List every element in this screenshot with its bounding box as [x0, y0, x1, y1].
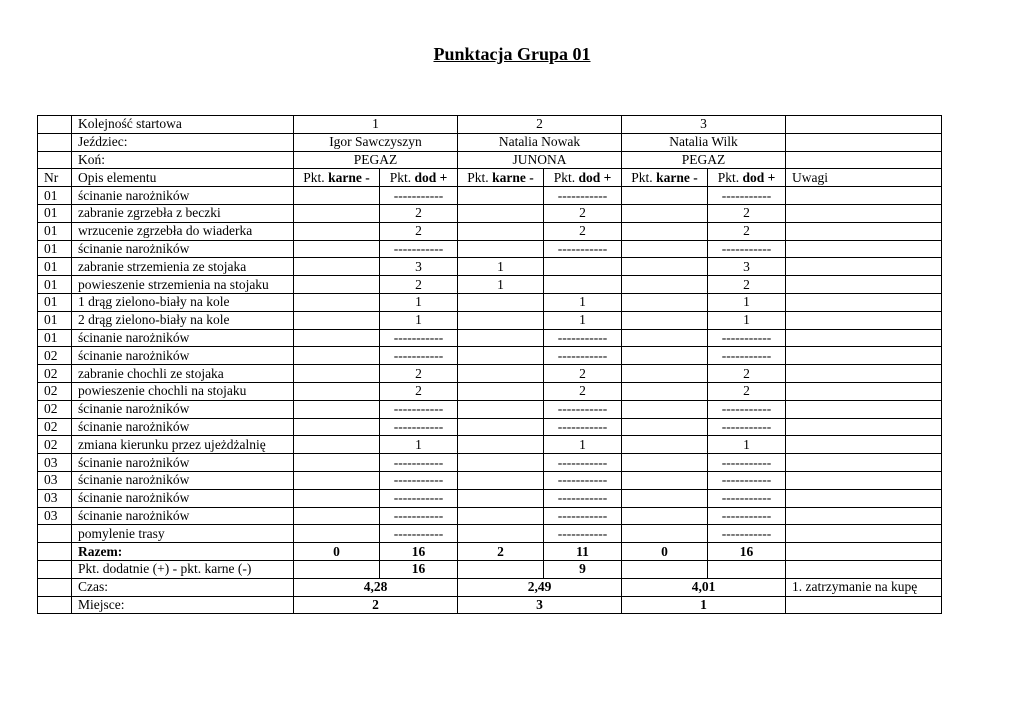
- bonus-cell-2: -----------: [544, 489, 622, 507]
- bonus-header-word: dod +: [578, 169, 612, 185]
- row-nr: 01: [38, 329, 72, 347]
- penalty-cell-1: [294, 276, 380, 294]
- bonus-cell-1: -----------: [380, 525, 458, 543]
- penalty-cell-2: [458, 471, 544, 489]
- penalty-cell-2: 1: [458, 276, 544, 294]
- bonus-cell-1: 1: [380, 436, 458, 454]
- penalty-cell-3: [622, 258, 708, 276]
- bonus-cell-2: 2: [544, 204, 622, 222]
- table-row: [38, 276, 942, 294]
- start-order-3: 3: [622, 116, 786, 134]
- bonus-cell-1: 2: [380, 365, 458, 383]
- bonus-cell-3: -----------: [708, 400, 786, 418]
- bonus-cell-2: -----------: [544, 240, 622, 258]
- bonus-cell-3: -----------: [708, 329, 786, 347]
- bonus-cell-3: -----------: [708, 489, 786, 507]
- row-description: zmiana kierunku przez ujeżdżalnię: [72, 436, 294, 454]
- remarks-cell: [786, 507, 942, 525]
- row-description: ścinanie narożników: [72, 240, 294, 258]
- bonus-cell-3: 2: [708, 204, 786, 222]
- table-row: [38, 222, 942, 240]
- time-2: 2,49: [458, 578, 622, 596]
- row-description: ścinanie narożników: [72, 507, 294, 525]
- penalty-cell-3: [622, 471, 708, 489]
- row-description: ścinanie narożników: [72, 471, 294, 489]
- difference-empty-1: [294, 560, 380, 578]
- total-bonus-3: 16: [708, 543, 786, 561]
- row-nr: 01: [38, 187, 72, 205]
- penalty-cell-3: [622, 436, 708, 454]
- row-description: 2 drąg zielono-biały na kole: [72, 311, 294, 329]
- bonus-cell-3: 2: [708, 382, 786, 400]
- horse-row: [38, 151, 942, 169]
- start-order-label: Kolejność startowa: [72, 116, 294, 134]
- bonus-cell-1: -----------: [380, 418, 458, 436]
- penalty-cell-2: [458, 222, 544, 240]
- bonus-cell-2: [544, 276, 622, 294]
- table-row: [38, 436, 942, 454]
- penalty-cell-1: [294, 240, 380, 258]
- penalty-cell-1: [294, 222, 380, 240]
- nr-cell: [38, 578, 72, 596]
- bonus-header-prefix: Pkt.: [717, 169, 743, 185]
- row-description: zabranie zgrzebła z beczki: [72, 204, 294, 222]
- penalty-cell-3: [622, 187, 708, 205]
- row-nr: 03: [38, 489, 72, 507]
- time-row: [38, 578, 942, 596]
- bonus-cell-1: 1: [380, 311, 458, 329]
- table-row: [38, 418, 942, 436]
- table-row: [38, 382, 942, 400]
- penalty-header-1: [294, 169, 380, 187]
- row-description: powieszenie strzemienia na stojaku: [72, 276, 294, 294]
- penalty-header-word: karne -: [656, 169, 698, 185]
- penalty-cell-1: [294, 382, 380, 400]
- remarks-cell: [786, 116, 942, 134]
- place-1: 2: [294, 596, 458, 614]
- time-label: Czas:: [72, 578, 294, 596]
- penalty-cell-1: [294, 507, 380, 525]
- start-order-2: 2: [458, 116, 622, 134]
- row-nr: 01: [38, 276, 72, 294]
- remarks-cell: [786, 347, 942, 365]
- page-title: Punktacja Grupa 01: [433, 44, 591, 64]
- nr-cell: [38, 560, 72, 578]
- bonus-cell-1: 2: [380, 382, 458, 400]
- bonus-cell-1: -----------: [380, 454, 458, 472]
- difference-3: [708, 560, 786, 578]
- penalty-cell-1: [294, 365, 380, 383]
- row-description: ścinanie narożników: [72, 329, 294, 347]
- row-nr: 02: [38, 436, 72, 454]
- penalty-header-word: karne -: [492, 169, 534, 185]
- penalty-cell-2: [458, 436, 544, 454]
- remarks-cell: [786, 489, 942, 507]
- penalty-cell-1: [294, 489, 380, 507]
- row-nr: 01: [38, 240, 72, 258]
- table-row: [38, 454, 942, 472]
- column-header-row: [38, 169, 942, 187]
- penalty-header-prefix: Pkt.: [467, 169, 493, 185]
- remarks-cell: [786, 436, 942, 454]
- table-row: [38, 347, 942, 365]
- row-description: pomylenie trasy: [72, 525, 294, 543]
- place-row: [38, 596, 942, 614]
- table-row: [38, 507, 942, 525]
- start-order-1: 1: [294, 116, 458, 134]
- nr-cell: [38, 116, 72, 134]
- rider-row: [38, 133, 942, 151]
- remarks-cell: [786, 222, 942, 240]
- bonus-cell-2: -----------: [544, 187, 622, 205]
- rider-1: Igor Sawczyszyn: [294, 133, 458, 151]
- penalty-cell-1: [294, 311, 380, 329]
- bonus-header-prefix: Pkt.: [553, 169, 579, 185]
- bonus-cell-2: -----------: [544, 418, 622, 436]
- row-description: zabranie chochli ze stojaka: [72, 365, 294, 383]
- table-row: [38, 329, 942, 347]
- penalty-cell-1: [294, 436, 380, 454]
- row-nr: 02: [38, 382, 72, 400]
- penalty-cell-3: [622, 489, 708, 507]
- penalty-cell-2: [458, 329, 544, 347]
- bonus-cell-1: -----------: [380, 507, 458, 525]
- nr-cell: [38, 133, 72, 151]
- row-nr: 01: [38, 204, 72, 222]
- penalty-cell-3: [622, 525, 708, 543]
- remarks-cell: [786, 187, 942, 205]
- penalty-cell-1: [294, 347, 380, 365]
- difference-1: 16: [380, 560, 458, 578]
- bonus-cell-3: 1: [708, 436, 786, 454]
- remarks-cell: [786, 276, 942, 294]
- penalty-cell-1: [294, 187, 380, 205]
- penalty-cell-1: [294, 525, 380, 543]
- bonus-header-3: [708, 169, 786, 187]
- remarks-cell: [786, 525, 942, 543]
- table-row: [38, 489, 942, 507]
- bonus-cell-3: 2: [708, 276, 786, 294]
- remarks-cell: [786, 365, 942, 383]
- penalty-cell-3: [622, 454, 708, 472]
- table-row: [38, 311, 942, 329]
- row-nr: 01: [38, 222, 72, 240]
- difference-empty-2: [458, 560, 544, 578]
- bonus-cell-1: 2: [380, 276, 458, 294]
- desc-header: Opis elementu: [72, 169, 294, 187]
- row-nr: 03: [38, 454, 72, 472]
- penalty-header-word: karne -: [328, 169, 370, 185]
- penalty-cell-3: [622, 507, 708, 525]
- bonus-cell-1: -----------: [380, 400, 458, 418]
- table-row: [38, 240, 942, 258]
- row-nr: 02: [38, 418, 72, 436]
- row-nr: 03: [38, 471, 72, 489]
- bonus-cell-3: 2: [708, 365, 786, 383]
- penalty-cell-1: [294, 293, 380, 311]
- row-nr: 02: [38, 347, 72, 365]
- penalty-cell-2: [458, 293, 544, 311]
- penalty-cell-3: [622, 311, 708, 329]
- bonus-cell-3: 1: [708, 293, 786, 311]
- remarks-cell: [786, 418, 942, 436]
- row-nr: 02: [38, 365, 72, 383]
- table-row: [38, 365, 942, 383]
- penalty-cell-1: [294, 329, 380, 347]
- row-nr: 02: [38, 400, 72, 418]
- remarks-cell: [786, 258, 942, 276]
- remarks-cell: [786, 311, 942, 329]
- penalty-cell-3: [622, 329, 708, 347]
- remarks-cell: [786, 543, 942, 561]
- bonus-cell-1: 2: [380, 204, 458, 222]
- penalty-cell-2: [458, 525, 544, 543]
- penalty-cell-2: [458, 400, 544, 418]
- penalty-cell-3: [622, 347, 708, 365]
- penalty-cell-1: [294, 471, 380, 489]
- table-row: [38, 258, 942, 276]
- penalty-header-prefix: Pkt.: [631, 169, 657, 185]
- remarks-cell: [786, 382, 942, 400]
- penalty-header-prefix: Pkt.: [303, 169, 329, 185]
- penalty-cell-2: [458, 204, 544, 222]
- remarks-cell: [786, 596, 942, 614]
- penalty-cell-2: [458, 347, 544, 365]
- total-penalty-2: 2: [458, 543, 544, 561]
- penalty-cell-3: [622, 293, 708, 311]
- difference-2: 9: [544, 560, 622, 578]
- totals-row: [38, 543, 942, 561]
- difference-row: [38, 560, 942, 578]
- place-3: 1: [622, 596, 786, 614]
- bonus-cell-2: [544, 258, 622, 276]
- bonus-cell-2: 2: [544, 222, 622, 240]
- place-label: Miejsce:: [72, 596, 294, 614]
- bonus-header-prefix: Pkt.: [389, 169, 415, 185]
- penalty-cell-3: [622, 400, 708, 418]
- bonus-cell-3: -----------: [708, 507, 786, 525]
- row-description: ścinanie narożników: [72, 418, 294, 436]
- nr-cell: [38, 151, 72, 169]
- penalty-cell-3: [622, 382, 708, 400]
- bonus-cell-1: -----------: [380, 187, 458, 205]
- table-row: [38, 400, 942, 418]
- bonus-cell-2: -----------: [544, 347, 622, 365]
- row-nr: 01: [38, 311, 72, 329]
- table-row: [38, 204, 942, 222]
- table-row: [38, 525, 942, 543]
- horse-1: PEGAZ: [294, 151, 458, 169]
- total-bonus-1: 16: [380, 543, 458, 561]
- bonus-cell-3: -----------: [708, 240, 786, 258]
- remarks-cell: [786, 133, 942, 151]
- bonus-cell-3: -----------: [708, 471, 786, 489]
- bonus-cell-1: -----------: [380, 329, 458, 347]
- difference-empty-3: [622, 560, 708, 578]
- penalty-cell-2: [458, 454, 544, 472]
- bonus-cell-3: 3: [708, 258, 786, 276]
- nr-cell: [38, 543, 72, 561]
- remarks-cell: [786, 471, 942, 489]
- remarks-cell: [786, 151, 942, 169]
- bonus-header-word: dod +: [742, 169, 776, 185]
- remarks-header: Uwagi: [786, 169, 942, 187]
- horse-2: JUNONA: [458, 151, 622, 169]
- score-table: [37, 115, 942, 614]
- penalty-header-2: [458, 169, 544, 187]
- bonus-cell-1: -----------: [380, 347, 458, 365]
- remarks-cell: [786, 293, 942, 311]
- row-description: powieszenie chochli na stojaku: [72, 382, 294, 400]
- bonus-cell-2: 1: [544, 436, 622, 454]
- remarks-cell: [786, 329, 942, 347]
- start-order-row: [38, 116, 942, 134]
- rider-3: Natalia Wilk: [622, 133, 786, 151]
- penalty-cell-2: 1: [458, 258, 544, 276]
- bonus-cell-3: -----------: [708, 347, 786, 365]
- bonus-header-2: [544, 169, 622, 187]
- penalty-cell-3: [622, 240, 708, 258]
- remarks-cell: [786, 400, 942, 418]
- bonus-cell-2: 1: [544, 311, 622, 329]
- rider-label: Jeździec:: [72, 133, 294, 151]
- bonus-cell-3: -----------: [708, 418, 786, 436]
- bonus-cell-2: -----------: [544, 507, 622, 525]
- row-description: wrzucenie zgrzebła do wiaderka: [72, 222, 294, 240]
- bonus-cell-1: -----------: [380, 471, 458, 489]
- penalty-cell-2: [458, 489, 544, 507]
- bonus-cell-3: -----------: [708, 525, 786, 543]
- bonus-cell-2: -----------: [544, 454, 622, 472]
- bonus-cell-2: -----------: [544, 400, 622, 418]
- penalty-header-3: [622, 169, 708, 187]
- penalty-cell-1: [294, 400, 380, 418]
- total-penalty-3: 0: [622, 543, 708, 561]
- score-table-footer: [38, 543, 942, 614]
- penalty-cell-2: [458, 240, 544, 258]
- row-nr: [38, 525, 72, 543]
- table-row: [38, 471, 942, 489]
- penalty-cell-1: [294, 204, 380, 222]
- rider-2: Natalia Nowak: [458, 133, 622, 151]
- time-3: 4,01: [622, 578, 786, 596]
- bonus-cell-2: 2: [544, 382, 622, 400]
- bonus-cell-2: -----------: [544, 525, 622, 543]
- row-description: ścinanie narożników: [72, 400, 294, 418]
- time-remark: 1. zatrzymanie na kupę: [786, 578, 942, 596]
- row-description: ścinanie narożników: [72, 489, 294, 507]
- row-nr: 03: [38, 507, 72, 525]
- row-description: ścinanie narożników: [72, 454, 294, 472]
- penalty-cell-3: [622, 276, 708, 294]
- totals-label: Razem:: [72, 543, 294, 561]
- remarks-cell: [786, 454, 942, 472]
- total-penalty-1: 0: [294, 543, 380, 561]
- bonus-header-1: [380, 169, 458, 187]
- bonus-cell-1: -----------: [380, 240, 458, 258]
- bonus-cell-1: -----------: [380, 489, 458, 507]
- remarks-cell: [786, 560, 942, 578]
- bonus-cell-1: 1: [380, 293, 458, 311]
- penalty-cell-1: [294, 454, 380, 472]
- place-2: 3: [458, 596, 622, 614]
- horse-label: Koń:: [72, 151, 294, 169]
- row-description: 1 drąg zielono-biały na kole: [72, 293, 294, 311]
- row-description: ścinanie narożników: [72, 187, 294, 205]
- penalty-cell-2: [458, 507, 544, 525]
- table-row: [38, 293, 942, 311]
- penalty-cell-1: [294, 418, 380, 436]
- bonus-cell-2: 2: [544, 365, 622, 383]
- bonus-cell-1: 2: [380, 222, 458, 240]
- penalty-cell-2: [458, 311, 544, 329]
- penalty-cell-3: [622, 204, 708, 222]
- difference-label: Pkt. dodatnie (+) - pkt. karne (-): [72, 560, 294, 578]
- row-nr: 01: [38, 293, 72, 311]
- bonus-cell-2: -----------: [544, 329, 622, 347]
- bonus-cell-3: 2: [708, 222, 786, 240]
- remarks-cell: [786, 204, 942, 222]
- score-table-body: [38, 116, 942, 543]
- penalty-cell-2: [458, 418, 544, 436]
- bonus-cell-3: 1: [708, 311, 786, 329]
- row-description: ścinanie narożników: [72, 347, 294, 365]
- bonus-cell-2: -----------: [544, 471, 622, 489]
- bonus-cell-3: -----------: [708, 187, 786, 205]
- total-bonus-2: 11: [544, 543, 622, 561]
- bonus-cell-2: 1: [544, 293, 622, 311]
- penalty-cell-3: [622, 222, 708, 240]
- horse-3: PEGAZ: [622, 151, 786, 169]
- bonus-cell-3: -----------: [708, 454, 786, 472]
- bonus-header-word: dod +: [414, 169, 448, 185]
- row-description: zabranie strzemienia ze stojaka: [72, 258, 294, 276]
- penalty-cell-1: [294, 258, 380, 276]
- remarks-cell: [786, 240, 942, 258]
- nr-header: Nr: [38, 169, 72, 187]
- penalty-cell-3: [622, 365, 708, 383]
- time-1: 4,28: [294, 578, 458, 596]
- penalty-cell-3: [622, 418, 708, 436]
- penalty-cell-2: [458, 365, 544, 383]
- table-row: [38, 187, 942, 205]
- penalty-cell-2: [458, 382, 544, 400]
- penalty-cell-2: [458, 187, 544, 205]
- row-nr: 01: [38, 258, 72, 276]
- nr-cell: [38, 596, 72, 614]
- bonus-cell-1: 3: [380, 258, 458, 276]
